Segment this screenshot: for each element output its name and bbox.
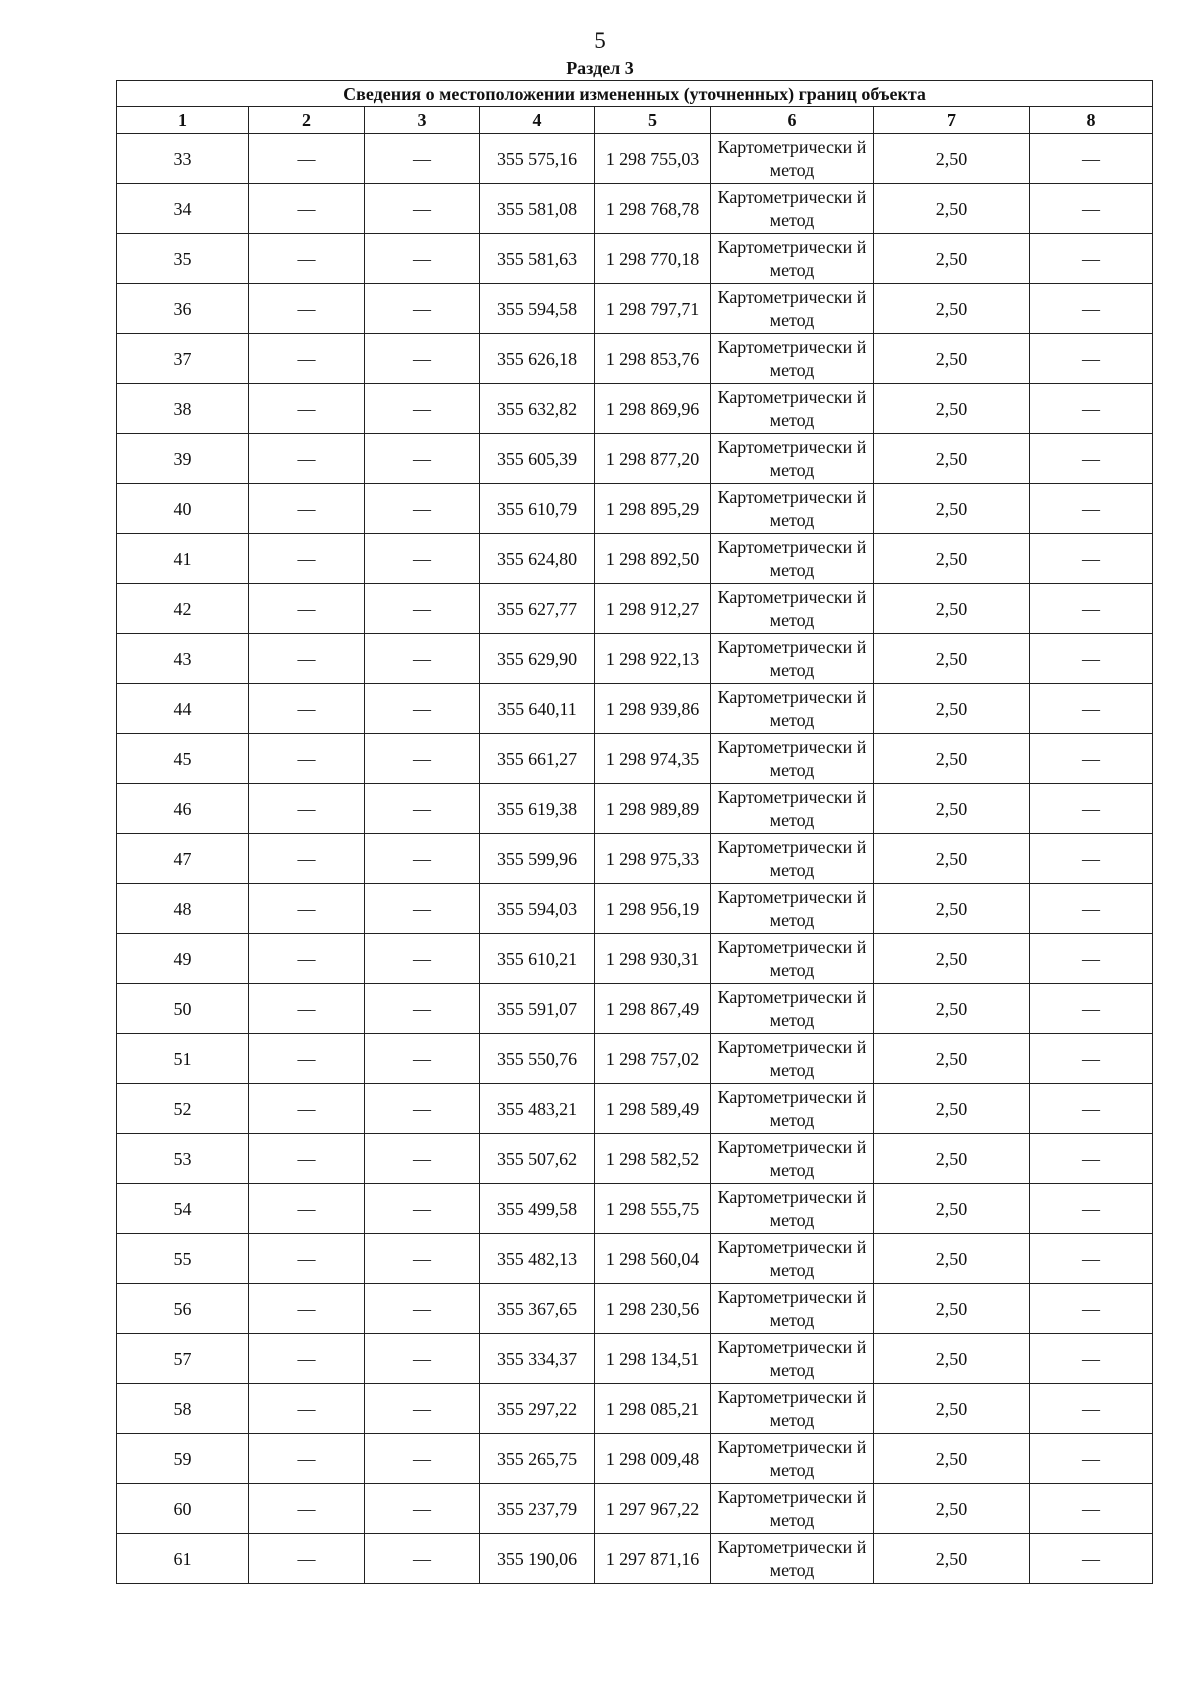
method-cell: Картометрически й метод [711, 734, 874, 784]
accuracy-cell: 2,50 [874, 1434, 1030, 1484]
column-2-cell: — [249, 1284, 365, 1334]
x-coordinate-cell: 355 661,27 [480, 734, 595, 784]
column-8-cell: — [1030, 984, 1153, 1034]
column-8-cell: — [1030, 534, 1153, 584]
accuracy-cell: 2,50 [874, 384, 1030, 434]
table-row [117, 984, 1153, 1034]
table-row [117, 1384, 1153, 1434]
table-row [117, 1334, 1153, 1384]
column-8-cell: — [1030, 1034, 1153, 1084]
column-number-6: 6 [711, 107, 874, 134]
y-coordinate-cell: 1 298 912,27 [595, 584, 711, 634]
x-coordinate-cell: 355 594,58 [480, 284, 595, 334]
column-8-cell: — [1030, 884, 1153, 934]
y-coordinate-cell: 1 298 009,48 [595, 1434, 711, 1484]
column-8-cell: — [1030, 184, 1153, 234]
table-caption: Сведения о местоположении измененных (уточненных) границ объекта [117, 81, 1153, 107]
column-3-cell: — [365, 184, 480, 234]
column-2-cell: — [249, 1484, 365, 1534]
accuracy-cell: 2,50 [874, 1084, 1030, 1134]
x-coordinate-cell: 355 297,22 [480, 1384, 595, 1434]
column-3-cell: — [365, 334, 480, 384]
column-2-cell: — [249, 484, 365, 534]
x-coordinate-cell: 355 499,58 [480, 1184, 595, 1234]
method-cell: Картометрически й метод [711, 434, 874, 484]
y-coordinate-cell: 1 298 975,33 [595, 834, 711, 884]
column-2-cell: — [249, 1184, 365, 1234]
point-number-cell: 33 [117, 134, 249, 184]
column-8-cell: — [1030, 1234, 1153, 1284]
column-8-cell: — [1030, 634, 1153, 684]
column-2-cell: — [249, 284, 365, 334]
x-coordinate-cell: 355 632,82 [480, 384, 595, 434]
point-number-cell: 46 [117, 784, 249, 834]
method-cell: Картометрически й метод [711, 1384, 874, 1434]
x-coordinate-cell: 355 367,65 [480, 1284, 595, 1334]
column-number-5: 5 [595, 107, 711, 134]
column-number-4: 4 [480, 107, 595, 134]
accuracy-cell: 2,50 [874, 1234, 1030, 1284]
point-number-cell: 54 [117, 1184, 249, 1234]
table-row [117, 884, 1153, 934]
column-2-cell: — [249, 634, 365, 684]
section-title: Раздел 3 [566, 58, 634, 78]
column-3-cell: — [365, 784, 480, 834]
point-number-cell: 34 [117, 184, 249, 234]
method-cell: Картометрически й метод [711, 834, 874, 884]
column-3-cell: — [365, 1234, 480, 1284]
column-8-cell: — [1030, 1384, 1153, 1434]
accuracy-cell: 2,50 [874, 934, 1030, 984]
column-8-cell: — [1030, 1484, 1153, 1534]
column-3-cell: — [365, 584, 480, 634]
x-coordinate-cell: 355 594,03 [480, 884, 595, 934]
accuracy-cell: 2,50 [874, 534, 1030, 584]
method-cell: Картометрически й метод [711, 1234, 874, 1284]
point-number-cell: 36 [117, 284, 249, 334]
column-8-cell: — [1030, 134, 1153, 184]
accuracy-cell: 2,50 [874, 1384, 1030, 1434]
column-2-cell: — [249, 784, 365, 834]
accuracy-cell: 2,50 [874, 134, 1030, 184]
method-cell: Картометрически й метод [711, 1534, 874, 1584]
accuracy-cell: 2,50 [874, 734, 1030, 784]
column-8-cell: — [1030, 334, 1153, 384]
point-number-cell: 61 [117, 1534, 249, 1584]
y-coordinate-cell: 1 298 560,04 [595, 1234, 711, 1284]
column-3-cell: — [365, 1534, 480, 1584]
table-row [117, 1484, 1153, 1534]
column-3-cell: — [365, 1034, 480, 1084]
x-coordinate-cell: 355 190,06 [480, 1534, 595, 1584]
accuracy-cell: 2,50 [874, 184, 1030, 234]
table-row [117, 334, 1153, 384]
x-coordinate-cell: 355 483,21 [480, 1084, 595, 1134]
table-body [117, 134, 1153, 1584]
table-row [117, 784, 1153, 834]
point-number-cell: 39 [117, 434, 249, 484]
y-coordinate-cell: 1 298 768,78 [595, 184, 711, 234]
table-row [117, 1434, 1153, 1484]
table-row [117, 534, 1153, 584]
x-coordinate-cell: 355 626,18 [480, 334, 595, 384]
table-row [117, 134, 1153, 184]
point-number-cell: 53 [117, 1134, 249, 1184]
y-coordinate-cell: 1 298 853,76 [595, 334, 711, 384]
column-2-cell: — [249, 1134, 365, 1184]
column-8-cell: — [1030, 234, 1153, 284]
column-8-cell: — [1030, 1284, 1153, 1334]
accuracy-cell: 2,50 [874, 1484, 1030, 1534]
table-row [117, 384, 1153, 434]
column-2-cell: — [249, 134, 365, 184]
table-row [117, 234, 1153, 284]
y-coordinate-cell: 1 298 974,35 [595, 734, 711, 784]
column-number-3: 3 [365, 107, 480, 134]
method-cell: Картометрически й метод [711, 534, 874, 584]
column-8-cell: — [1030, 834, 1153, 884]
point-number-cell: 55 [117, 1234, 249, 1284]
column-3-cell: — [365, 1184, 480, 1234]
method-cell: Картометрически й метод [711, 234, 874, 284]
x-coordinate-cell: 355 629,90 [480, 634, 595, 684]
x-coordinate-cell: 355 581,63 [480, 234, 595, 284]
y-coordinate-cell: 1 298 582,52 [595, 1134, 711, 1184]
table-row [117, 1134, 1153, 1184]
y-coordinate-cell: 1 298 989,89 [595, 784, 711, 834]
y-coordinate-cell: 1 298 939,86 [595, 684, 711, 734]
x-coordinate-cell: 355 575,16 [480, 134, 595, 184]
accuracy-cell: 2,50 [874, 284, 1030, 334]
method-cell: Картометрически й метод [711, 134, 874, 184]
accuracy-cell: 2,50 [874, 1334, 1030, 1384]
accuracy-cell: 2,50 [874, 1534, 1030, 1584]
accuracy-cell: 2,50 [874, 784, 1030, 834]
column-3-cell: — [365, 1284, 480, 1334]
x-coordinate-cell: 355 550,76 [480, 1034, 595, 1084]
method-cell: Картометрически й метод [711, 284, 874, 334]
accuracy-cell: 2,50 [874, 1134, 1030, 1184]
point-number-cell: 52 [117, 1084, 249, 1134]
method-cell: Картометрически й метод [711, 1134, 874, 1184]
column-8-cell: — [1030, 734, 1153, 784]
column-3-cell: — [365, 384, 480, 434]
column-2-cell: — [249, 1384, 365, 1434]
column-3-cell: — [365, 434, 480, 484]
column-3-cell: — [365, 234, 480, 284]
accuracy-cell: 2,50 [874, 884, 1030, 934]
point-number-cell: 38 [117, 384, 249, 434]
x-coordinate-cell: 355 605,39 [480, 434, 595, 484]
point-number-cell: 35 [117, 234, 249, 284]
x-coordinate-cell: 355 482,13 [480, 1234, 595, 1284]
column-3-cell: — [365, 1434, 480, 1484]
column-2-cell: — [249, 234, 365, 284]
y-coordinate-cell: 1 298 085,21 [595, 1384, 711, 1434]
y-coordinate-cell: 1 298 230,56 [595, 1284, 711, 1334]
method-cell: Картометрически й метод [711, 934, 874, 984]
table-row [117, 1084, 1153, 1134]
column-2-cell: — [249, 1434, 365, 1484]
column-3-cell: — [365, 984, 480, 1034]
column-2-cell: — [249, 884, 365, 934]
x-coordinate-cell: 355 627,77 [480, 584, 595, 634]
y-coordinate-cell: 1 298 930,31 [595, 934, 711, 984]
table-row [117, 184, 1153, 234]
method-cell: Картометрически й метод [711, 1484, 874, 1534]
method-cell: Картометрически й метод [711, 1084, 874, 1134]
column-8-cell: — [1030, 1184, 1153, 1234]
column-2-cell: — [249, 684, 365, 734]
y-coordinate-cell: 1 297 967,22 [595, 1484, 711, 1534]
method-cell: Картометрически й метод [711, 484, 874, 534]
column-3-cell: — [365, 634, 480, 684]
x-coordinate-cell: 355 610,79 [480, 484, 595, 534]
y-coordinate-cell: 1 298 589,49 [595, 1084, 711, 1134]
table-row [117, 284, 1153, 334]
column-8-cell: — [1030, 1534, 1153, 1584]
accuracy-cell: 2,50 [874, 434, 1030, 484]
column-3-cell: — [365, 1384, 480, 1434]
point-number-cell: 50 [117, 984, 249, 1034]
x-coordinate-cell: 355 507,62 [480, 1134, 595, 1184]
column-8-cell: — [1030, 584, 1153, 634]
point-number-cell: 41 [117, 534, 249, 584]
method-cell: Картометрически й метод [711, 1034, 874, 1084]
table-row [117, 1284, 1153, 1334]
y-coordinate-cell: 1 297 871,16 [595, 1534, 711, 1584]
column-2-cell: — [249, 184, 365, 234]
column-2-cell: — [249, 734, 365, 784]
column-2-cell: — [249, 1234, 365, 1284]
x-coordinate-cell: 355 610,21 [480, 934, 595, 984]
accuracy-cell: 2,50 [874, 484, 1030, 534]
column-3-cell: — [365, 734, 480, 784]
column-2-cell: — [249, 1534, 365, 1584]
x-coordinate-cell: 355 619,38 [480, 784, 595, 834]
table-row [117, 734, 1153, 784]
column-3-cell: — [365, 1484, 480, 1534]
point-number-cell: 49 [117, 934, 249, 984]
column-number-8: 8 [1030, 107, 1153, 134]
method-cell: Картометрически й метод [711, 584, 874, 634]
column-8-cell: — [1030, 934, 1153, 984]
column-8-cell: — [1030, 1084, 1153, 1134]
page-number: 5 [594, 28, 606, 53]
column-2-cell: — [249, 984, 365, 1034]
accuracy-cell: 2,50 [874, 634, 1030, 684]
column-3-cell: — [365, 1134, 480, 1184]
column-2-cell: — [249, 334, 365, 384]
column-3-cell: — [365, 684, 480, 734]
column-8-cell: — [1030, 1334, 1153, 1384]
column-2-cell: — [249, 1084, 365, 1134]
accuracy-cell: 2,50 [874, 984, 1030, 1034]
table-row [117, 1034, 1153, 1084]
table-row [117, 434, 1153, 484]
x-coordinate-cell: 355 237,79 [480, 1484, 595, 1534]
x-coordinate-cell: 355 599,96 [480, 834, 595, 884]
column-3-cell: — [365, 1334, 480, 1384]
column-2-cell: — [249, 434, 365, 484]
method-cell: Картометрически й метод [711, 334, 874, 384]
column-8-cell: — [1030, 684, 1153, 734]
table-row [117, 584, 1153, 634]
column-number-1: 1 [117, 107, 249, 134]
point-number-cell: 58 [117, 1384, 249, 1434]
column-8-cell: — [1030, 484, 1153, 534]
method-cell: Картометрически й метод [711, 1184, 874, 1234]
column-2-cell: — [249, 1034, 365, 1084]
y-coordinate-cell: 1 298 892,50 [595, 534, 711, 584]
column-3-cell: — [365, 534, 480, 584]
point-number-cell: 37 [117, 334, 249, 384]
column-2-cell: — [249, 534, 365, 584]
point-number-cell: 56 [117, 1284, 249, 1334]
point-number-cell: 44 [117, 684, 249, 734]
boundary-coordinates-table [116, 80, 1153, 1584]
column-3-cell: — [365, 884, 480, 934]
column-number-row [117, 107, 1153, 134]
y-coordinate-cell: 1 298 869,96 [595, 384, 711, 434]
table-row [117, 1534, 1153, 1584]
accuracy-cell: 2,50 [874, 1034, 1030, 1084]
column-3-cell: — [365, 934, 480, 984]
column-8-cell: — [1030, 284, 1153, 334]
method-cell: Картометрически й метод [711, 784, 874, 834]
x-coordinate-cell: 355 581,08 [480, 184, 595, 234]
column-2-cell: — [249, 934, 365, 984]
point-number-cell: 51 [117, 1034, 249, 1084]
x-coordinate-cell: 355 334,37 [480, 1334, 595, 1384]
column-8-cell: — [1030, 434, 1153, 484]
method-cell: Картометрически й метод [711, 384, 874, 434]
y-coordinate-cell: 1 298 555,75 [595, 1184, 711, 1234]
method-cell: Картометрически й метод [711, 884, 874, 934]
table-row [117, 684, 1153, 734]
table-row [117, 484, 1153, 534]
accuracy-cell: 2,50 [874, 584, 1030, 634]
column-3-cell: — [365, 834, 480, 884]
method-cell: Картометрически й метод [711, 984, 874, 1034]
y-coordinate-cell: 1 298 956,19 [595, 884, 711, 934]
y-coordinate-cell: 1 298 867,49 [595, 984, 711, 1034]
point-number-cell: 45 [117, 734, 249, 784]
column-2-cell: — [249, 1334, 365, 1384]
accuracy-cell: 2,50 [874, 1184, 1030, 1234]
y-coordinate-cell: 1 298 770,18 [595, 234, 711, 284]
y-coordinate-cell: 1 298 134,51 [595, 1334, 711, 1384]
table-caption-row [117, 81, 1153, 107]
column-number-2: 2 [249, 107, 365, 134]
x-coordinate-cell: 355 640,11 [480, 684, 595, 734]
y-coordinate-cell: 1 298 755,03 [595, 134, 711, 184]
y-coordinate-cell: 1 298 757,02 [595, 1034, 711, 1084]
column-8-cell: — [1030, 1434, 1153, 1484]
point-number-cell: 40 [117, 484, 249, 534]
column-8-cell: — [1030, 784, 1153, 834]
column-8-cell: — [1030, 384, 1153, 434]
table-row [117, 1184, 1153, 1234]
point-number-cell: 57 [117, 1334, 249, 1384]
method-cell: Картометрически й метод [711, 184, 874, 234]
y-coordinate-cell: 1 298 877,20 [595, 434, 711, 484]
accuracy-cell: 2,50 [874, 334, 1030, 384]
x-coordinate-cell: 355 265,75 [480, 1434, 595, 1484]
column-2-cell: — [249, 834, 365, 884]
column-number-7: 7 [874, 107, 1030, 134]
accuracy-cell: 2,50 [874, 834, 1030, 884]
column-2-cell: — [249, 584, 365, 634]
y-coordinate-cell: 1 298 797,71 [595, 284, 711, 334]
method-cell: Картометрически й метод [711, 684, 874, 734]
y-coordinate-cell: 1 298 895,29 [595, 484, 711, 534]
x-coordinate-cell: 355 624,80 [480, 534, 595, 584]
method-cell: Картометрически й метод [711, 1284, 874, 1334]
column-3-cell: — [365, 134, 480, 184]
point-number-cell: 43 [117, 634, 249, 684]
column-2-cell: — [249, 384, 365, 434]
table-row [117, 834, 1153, 884]
column-8-cell: — [1030, 1134, 1153, 1184]
column-3-cell: — [365, 284, 480, 334]
x-coordinate-cell: 355 591,07 [480, 984, 595, 1034]
table-row [117, 1234, 1153, 1284]
accuracy-cell: 2,50 [874, 1284, 1030, 1334]
column-3-cell: — [365, 484, 480, 534]
method-cell: Картометрически й метод [711, 1334, 874, 1384]
table-row [117, 934, 1153, 984]
column-3-cell: — [365, 1084, 480, 1134]
point-number-cell: 60 [117, 1484, 249, 1534]
method-cell: Картометрически й метод [711, 1434, 874, 1484]
point-number-cell: 59 [117, 1434, 249, 1484]
accuracy-cell: 2,50 [874, 684, 1030, 734]
point-number-cell: 47 [117, 834, 249, 884]
method-cell: Картометрически й метод [711, 634, 874, 684]
accuracy-cell: 2,50 [874, 234, 1030, 284]
y-coordinate-cell: 1 298 922,13 [595, 634, 711, 684]
point-number-cell: 42 [117, 584, 249, 634]
point-number-cell: 48 [117, 884, 249, 934]
table-row [117, 634, 1153, 684]
